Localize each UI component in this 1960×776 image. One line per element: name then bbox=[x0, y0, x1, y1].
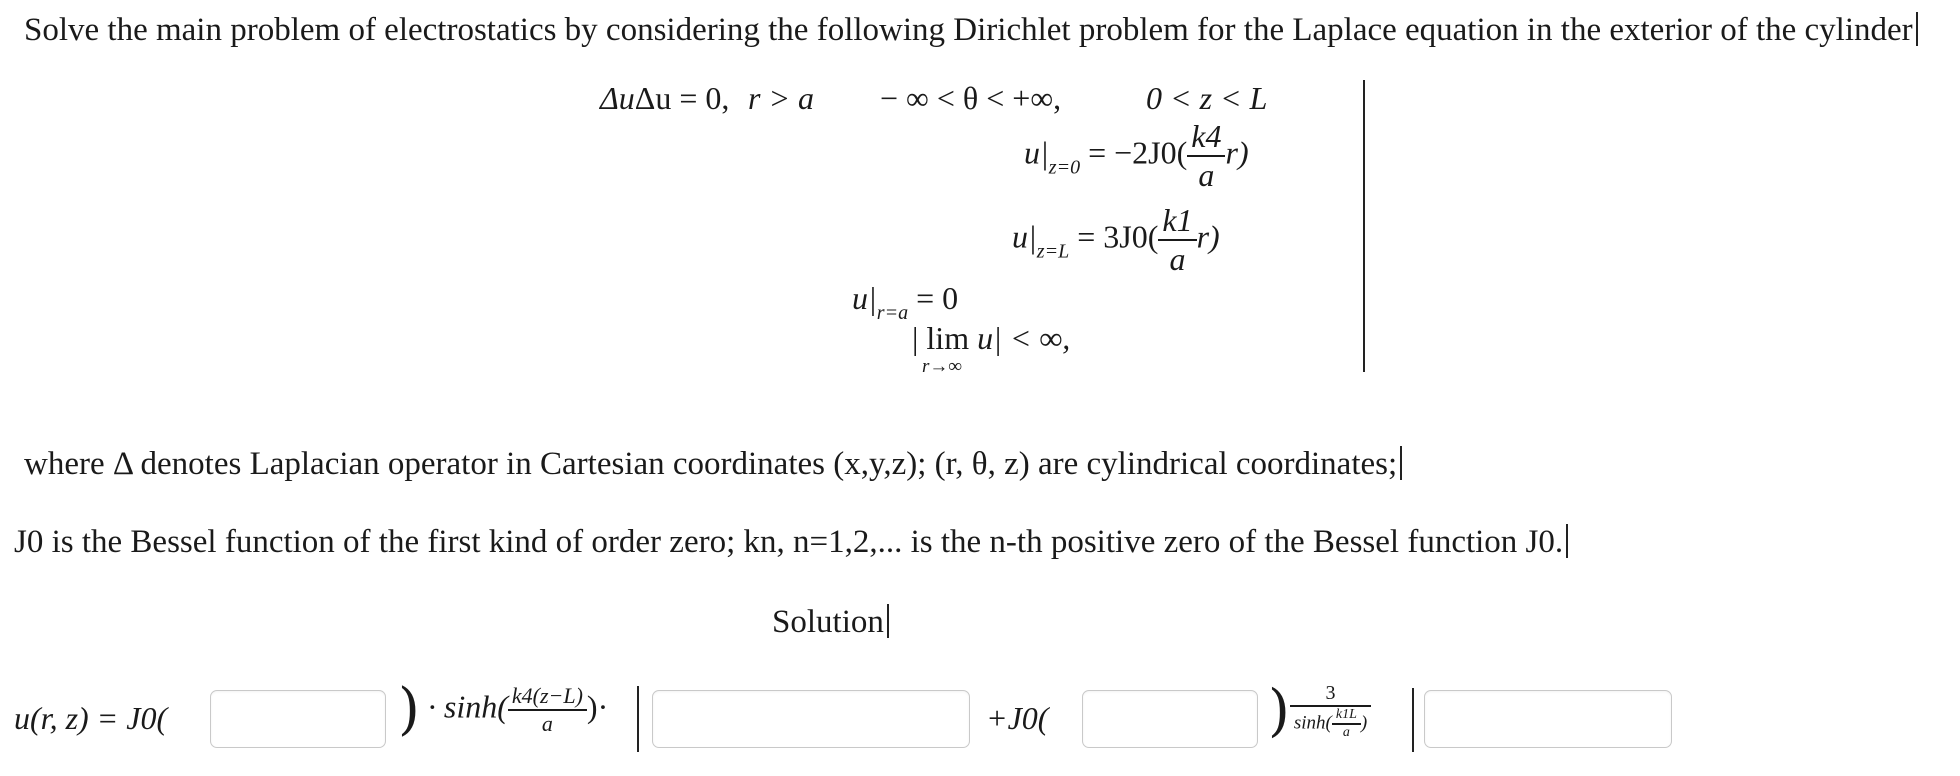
solution-heading: Solution bbox=[772, 604, 889, 641]
problem-intro-text: Solve the main problem of electrostatics by considering the following Dirichlet problem for the Laplace equation in the exterior of the cylinder bbox=[24, 12, 1913, 48]
limit-under: r→∞ bbox=[922, 356, 962, 377]
solution-sinh-term: ) · sinh( $\frac{k4(z-L)}{a}$ )· bbox=[398, 677, 609, 742]
text-cursor bbox=[1566, 524, 1568, 558]
text-cursor bbox=[1400, 446, 1402, 480]
term-separator bbox=[637, 686, 639, 752]
problem-intro bbox=[24, 12, 1918, 49]
laplace-eq-text: Δu = 0, bbox=[634, 80, 730, 116]
bc-ra: $u|_{r=a} = 0$ bbox=[852, 280, 959, 324]
bc-z0: $u|_{z=0} = -2J0$( $\frac{k4}{a}$ r) bbox=[1024, 118, 1249, 193]
answer-input-4[interactable] bbox=[1424, 690, 1672, 748]
bessel-line: J0 is the Bessel function of the first kind of order zero; kn, n=1,2,... is the n-th positive zero of the Bessel function J0. bbox=[14, 524, 1568, 561]
answer-input-1[interactable] bbox=[210, 690, 386, 748]
answer-input-3[interactable] bbox=[1082, 690, 1258, 748]
solution-second-fraction: ) 3 sinh( $\frac{k1L}{a}$ ) bbox=[1268, 682, 1371, 741]
cropped-previous-line bbox=[10, 0, 170, 6]
solution-plus-j0: +J0( bbox=[986, 700, 1049, 736]
r-condition: r > a bbox=[748, 80, 815, 116]
text-cursor bbox=[887, 604, 889, 638]
answer-input-2[interactable] bbox=[652, 690, 970, 748]
solution-lhs: u(r, z) = J0( bbox=[14, 700, 168, 736]
laplace-equation: ΔuΔu = 0, bbox=[600, 80, 730, 116]
theta-condition: − ∞ < θ < +∞, bbox=[880, 80, 1062, 116]
limit-condition: | lim u| < ∞, bbox=[912, 320, 1071, 356]
where-line: where Δ denotes Laplacian operator in Cartesian coordinates (x,y,z); (r, θ, z) are cylindrical coordinates; bbox=[24, 446, 1402, 483]
text-cursor bbox=[1916, 12, 1918, 46]
bc-zL: $u|_{z=L} = 3J0$( $\frac{k1}{a}$ r) bbox=[1012, 202, 1220, 277]
z-condition: 0 < z < L bbox=[1146, 80, 1268, 116]
system-bar bbox=[1363, 80, 1365, 372]
term-separator bbox=[1412, 688, 1414, 752]
